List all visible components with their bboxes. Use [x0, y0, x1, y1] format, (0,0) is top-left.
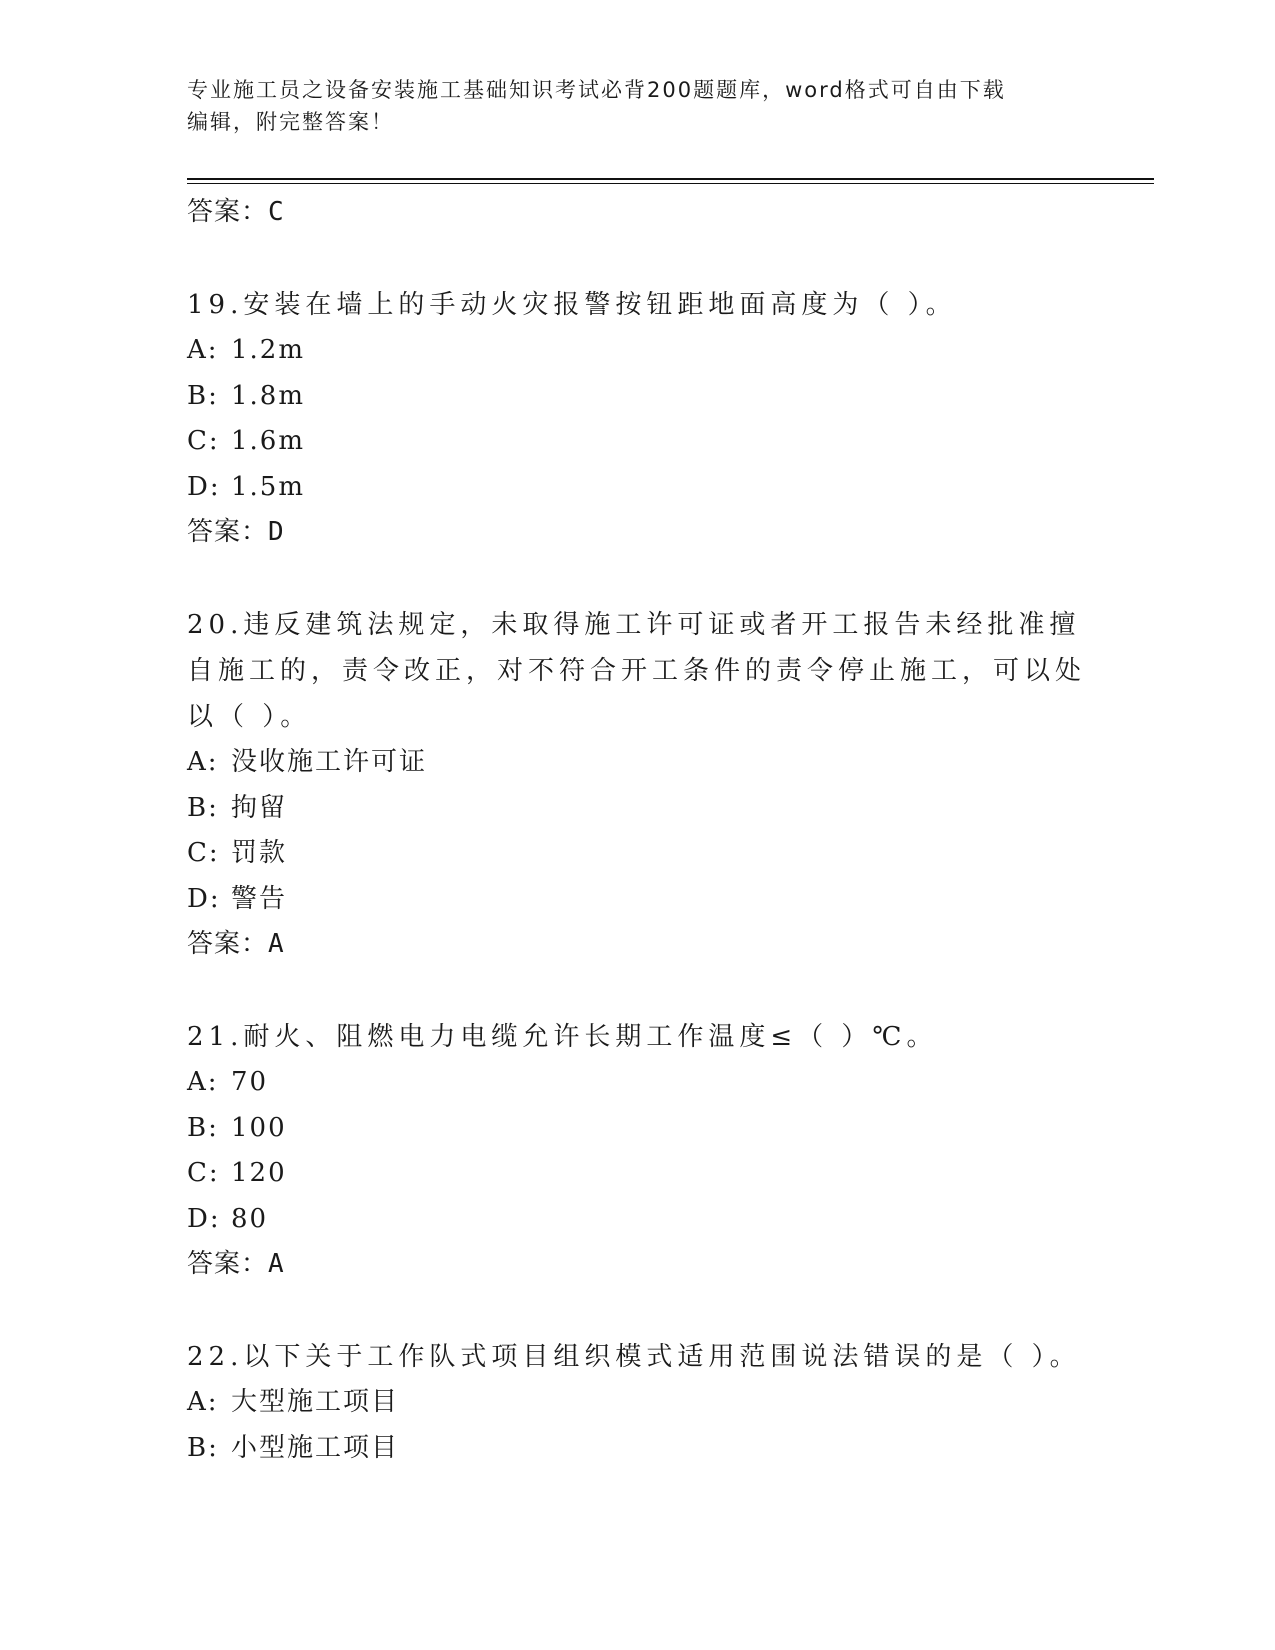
header-rule-thick: [187, 178, 1154, 180]
answer-label: 答案：: [187, 517, 269, 547]
header-title-line1: 专业施工员之设备安装施工基础知识考试必背200题题库，word格式可自由下载: [187, 78, 1006, 102]
option-c: [187, 831, 1087, 877]
option-text: 120: [231, 1158, 287, 1188]
option-key: D:: [187, 1203, 221, 1234]
option-a: [187, 328, 1087, 374]
option-d: [187, 1197, 1087, 1243]
option-b: [187, 1106, 1087, 1152]
question-19: [187, 282, 1087, 554]
answer-label: 答案：: [187, 197, 269, 227]
option-key: D:: [187, 471, 221, 502]
question-text: 22.以下关于工作队式项目组织模式适用范围说法错误的是（ ）。: [187, 1342, 1081, 1372]
option-text: 罚款: [231, 838, 288, 868]
answer-value: C: [268, 197, 285, 227]
option-key: D:: [187, 883, 221, 914]
question-21: [187, 1014, 1087, 1286]
header-rule-thin: [187, 183, 1154, 184]
option-key: B:: [187, 1112, 219, 1143]
answer-value: A: [268, 1249, 285, 1279]
option-text: 没收施工许可证: [231, 747, 428, 777]
option-text: 拘留: [231, 792, 288, 823]
spacer: [187, 1286, 1087, 1334]
option-b: [187, 374, 1087, 420]
question-text: 19.安装在墙上的手动火灾报警按钮距地面高度为（ ）。: [187, 290, 957, 320]
option-text: 小型施工项目: [231, 1432, 400, 1463]
spacer: [187, 966, 1087, 1014]
option-key: A:: [187, 335, 219, 365]
previous-answer: [187, 190, 1087, 234]
option-c: [187, 1151, 1087, 1197]
question-22: [187, 1334, 1087, 1471]
question-answer: [187, 510, 1087, 554]
option-key: C:: [187, 426, 220, 456]
option-key: B:: [187, 380, 219, 411]
header-title-line2: 编辑，附完整答案！: [187, 110, 394, 134]
question-text: 20.违反建筑法规定，未取得施工许可证或者开工报告未经批准擅自施工的，责令改正，对不符合开工条件的责令停止施工，可以处以（ ）。: [187, 610, 1087, 732]
option-d: [187, 465, 1087, 511]
option-text: 1.2m: [231, 335, 306, 365]
option-text: 警告: [231, 883, 288, 914]
question-answer: [187, 1242, 1087, 1286]
option-text: 1.5m: [231, 471, 306, 502]
option-key: B:: [187, 792, 219, 823]
question-answer: [187, 922, 1087, 966]
spacer: [187, 234, 1087, 282]
answer-label: 答案：: [187, 1249, 269, 1279]
option-text: 70: [231, 1067, 269, 1097]
spacer: [187, 554, 1087, 602]
option-text: 1.6m: [231, 426, 306, 456]
question-20: [187, 602, 1087, 966]
answer-value: A: [268, 929, 285, 959]
option-text: 大型施工项目: [231, 1387, 400, 1417]
option-b: [187, 786, 1087, 832]
option-d: [187, 877, 1087, 923]
option-a: [187, 1060, 1087, 1106]
answer-value: D: [268, 517, 285, 547]
option-c: [187, 419, 1087, 465]
option-text: 80: [231, 1203, 269, 1234]
document-body: [187, 190, 1087, 1471]
answer-label: 答案：: [187, 929, 269, 959]
option-text: 1.8m: [231, 380, 306, 411]
option-key: A:: [187, 1067, 219, 1097]
option-key: C:: [187, 1158, 220, 1188]
question-text: 21.耐火、阻燃电力电缆允许长期工作温度≤（ ）℃。: [187, 1022, 938, 1052]
option-key: A:: [187, 747, 219, 777]
option-text: 100: [231, 1112, 287, 1143]
option-b: [187, 1426, 1087, 1472]
option-key: B:: [187, 1432, 219, 1463]
option-a: [187, 1380, 1087, 1426]
option-a: [187, 740, 1087, 786]
document-header: [187, 74, 1087, 138]
option-key: A:: [187, 1387, 219, 1417]
option-key: C:: [187, 838, 220, 868]
